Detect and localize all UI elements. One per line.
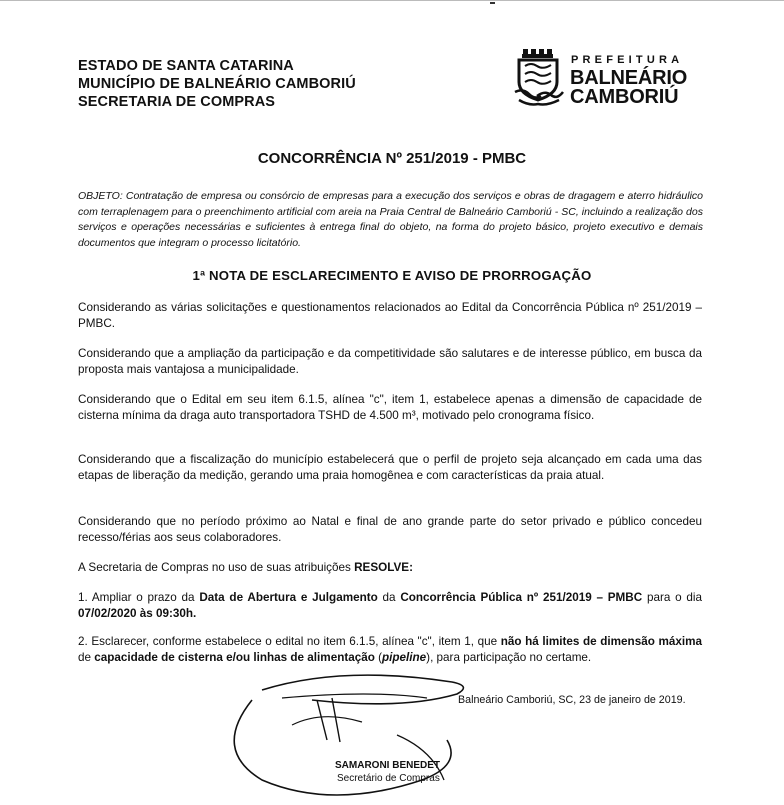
top-border [0, 0, 784, 1]
notice-subtitle: 1ª NOTA DE ESCLARECIMENTO E AVISO DE PRORROGAÇÃO [192, 268, 592, 283]
municipality-line: MUNICÍPIO DE BALNEÁRIO CAMBORIÚ [78, 76, 356, 92]
paragraph-resolve [78, 560, 702, 576]
r1-bold-f: 07/02/2020 às 09:30h. [78, 606, 197, 620]
top-mark [490, 2, 495, 4]
paragraph-4: Considerando que a fiscalização do município estabelecerá que o perfil de projeto seja alcançado em cada uma das etapas de liberação da medição, gerando uma praia homogênea e com características da praia atual. [78, 453, 702, 482]
municipal-crest-icon [513, 48, 565, 108]
r1-text-c: da [377, 591, 401, 604]
paragraph-2: Considerando que a ampliação da participação e da competitividade são salutares e de interesse público, em busca da proposta mais vantajosa a municipalidade. [78, 347, 702, 376]
prefeitura-logo [513, 48, 693, 108]
objeto-paragraph: OBJETO: Contratação de empresa ou consórcio de empresas para a execução dos serviços e obras de dragagem e aterro hidráulico com terraplenagem para o preenchimento artificial com areia na Praia Central de Balneário Camboriú - SC, incluindo a realização dos serviços e operações necessárias e suficientes à entrega final do objeto, na forma do projeto básico, projeto executivo e demais documentos que integram o processo licitatório. [78, 190, 703, 249]
document-title: CONCORRÊNCIA Nº 251/2019 - PMBC [257, 150, 527, 167]
r1-text-e: para o dia [642, 591, 702, 604]
state-line: ESTADO DE SANTA CATARINA [78, 58, 294, 74]
r1-text-a: 1. Ampliar o prazo da [78, 591, 200, 604]
r2-text-g: ), para participação no certame. [426, 650, 592, 664]
resolve-text: A Secretaria de Compras no uso de suas atribuições [78, 561, 355, 574]
signatory-name: SAMARONI BENEDET [335, 760, 441, 771]
r2-bold-d: capacidade de cisterna e/ou linhas de alimentação [94, 650, 375, 664]
r2-text-a: 2. Esclarecer, conforme estabelece o edital no item 6.1.5, alínea "c", item 1, que [78, 635, 501, 648]
r2-bold-b: não há limites de dimensão máxima [500, 635, 702, 648]
signatory-role: Secretário de Compras [337, 773, 440, 784]
department-line: SECRETARIA DE COMPRAS [78, 94, 276, 110]
r1-bold-b: Data de Abertura e Julgamento [199, 591, 378, 604]
signature-date: Balneário Camboriú, SC, 23 de janeiro de 2019. [458, 694, 686, 706]
resolve-keyword: RESOLVE: [354, 561, 413, 574]
paragraph-1: Considerando as várias solicitações e questionamentos relacionados ao Edital da Concorrência Pública nº 251/2019 – PMBC. [78, 301, 702, 330]
paragraph-5: Considerando que no período próximo ao Natal e final de ano grande parte do setor privado e público concedeu recesso/férias aos seus colaboradores. [78, 515, 702, 544]
logo-prefeitura-text: PREFEITURA [571, 54, 684, 66]
r2-text-e: ( [374, 650, 382, 664]
resolution-item-1 [78, 590, 702, 621]
resolution-item-2 [78, 634, 702, 665]
letterhead [78, 57, 356, 111]
logo-balneario-text: BALNEÁRIO [570, 67, 688, 89]
r2-text-c: de [78, 650, 95, 664]
paragraph-3: Considerando que o Edital em seu item 6.1.5, alínea "c", item 1, estabelece apenas a dimensão de capacidade de cisterna mínima da draga auto transportadora TSHD de 4.500 m³, motivado pelo cronograma físico. [78, 393, 702, 422]
r2-bold-f: pipeline [382, 650, 427, 664]
r1-bold-d: Concorrência Pública nº 251/2019 – PMBC [400, 591, 643, 604]
logo-camboriu-text: CAMBORIÚ [570, 86, 679, 108]
